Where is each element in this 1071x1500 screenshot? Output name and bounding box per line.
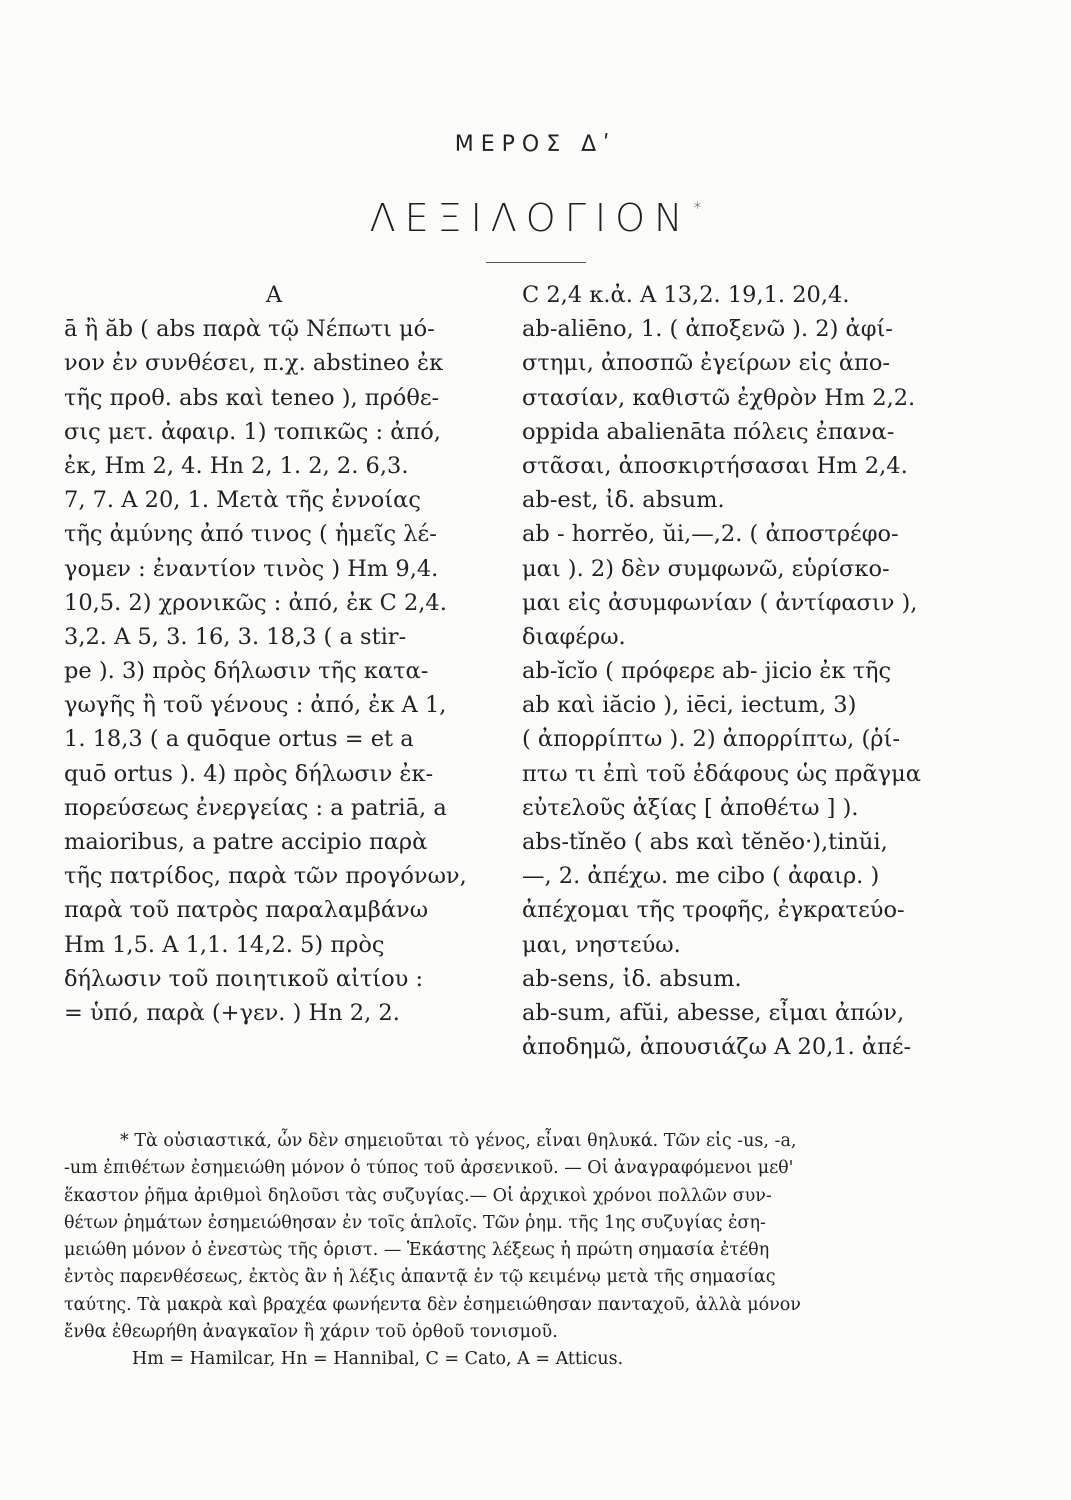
entry-line: maioribus, a patre accipio παρὰ [64,829,428,855]
entry-line: abs-tĭnĕo ( abs καὶ tĕnĕo·),tinŭi, [522,829,888,855]
footnote-line: ἐντὸς παρενθέσεως, ἐκτὸς ἂν ἡ λέξις ἀπαντᾷ ἐν τῷ κειμένῳ μετὰ τῆς σημασίας [64,1267,776,1288]
entry-line: ab-aliēno, 1. ( ἀποξενῶ ). 2) ἀφί- [522,316,893,343]
footnote-line: ταύτης. Τὰ μακρὰ καὶ βραχέα φωνήεντα δὲν ἐσημειώθησαν πανταχοῦ, ἀλλὰ μόνον [64,1294,801,1315]
entry-line: στᾶσαι, ἀποσκιρτήσασαι Hm 2,4. [522,452,908,479]
entry-line: πτω τι ἐπὶ τοῦ ἐδάφους ὡς πρᾶγμα [522,760,921,787]
entry-line: διαφέρω. [522,623,626,650]
left-column [64,278,492,1030]
entry-line: νον ἐν συνθέσει, π.χ. abstineo ἐκ [64,350,444,377]
footnote-line: μειώθη μόνον ὁ ἐνεστὼς τῆς ὁριστ. — Ἑκάστης λέξεως ἡ πρώτη σημασία ἐτέθη [64,1240,770,1261]
entry-line: 10,5. 2) χρονικῶς : ἀπό, ἐκ C 2,4. [64,589,447,616]
entry-line: ab - horrĕo, ŭi,—,2. ( ἀποστρέφο- [522,521,899,548]
entry-line: C 2,4 κ.ἀ. A 13,2. 19,1. 20,4. [522,282,850,308]
entry-line: ἀποδημῶ, ἀπουσιάζω A 20,1. ἀπέ- [522,1034,912,1061]
entry-line: πορεύσεως ἐνεργείας : a patriā, a [64,794,447,821]
entry-line: εὐτελοῦς ἀξίας [ ἀποθέτω ] ). [522,794,859,821]
abbreviations-legend: Hm = Hamilcar, Hn = Hannibal, C = Cato, A = Atticus. [132,1349,624,1370]
part-heading: ΜΕΡΟΣ Δʹ [454,132,617,157]
entry-line: 7, 7. A 20, 1. Μετὰ τῆς ἐννοίας [64,487,421,514]
entry-line: τῆς προθ. abs καὶ teneo ), πρόθε- [64,384,440,411]
footnote-line: * Τὰ οὐσιαστικά, ὧν δὲν σημειοῦται τὸ γένος, εἶναι θηλυκά. Τῶν εἰς -us, -a, [120,1131,797,1151]
footnote-line: ἔνθα ἐθεωρήθη ἀναγκαῖον ἢ χάριν τοῦ ὀρθοῦ τονισμοῦ. [64,1322,558,1343]
entry-line: 1. 18,3 ( a quōque ortus = et a [64,726,414,753]
entry-line: δήλωσιν τοῦ ποιητικοῦ αἰτίου : [64,965,424,992]
entry-line: ab καὶ iăcio ), iēci, iectum, 3) [522,692,857,719]
entry-line: παρὰ τοῦ πατρὸς παραλαμβάνω [64,897,429,924]
footnote [64,1128,964,1374]
entry-line: ab-ĭcĭo ( πρόφερε ab- jicio ἐκ τῆς [522,658,892,685]
entry-line: γομεν : ἐναντίον τινὸς ) Hm 9,4. [64,555,439,582]
entry-line: oppida abalienāta πόλεις ἐπανα- [522,418,895,445]
entry-line: μαι ). 2) δὲν συμφωνῶ, εὑρίσκο- [522,555,890,582]
entry-line: ( ἀπορρίπτω ). 2) ἀπορρίπτω, (ῥί- [522,726,900,753]
entry-line: ἀπέχομαι τῆς τροφῆς, ἐγκρατεύο- [522,897,905,924]
entry-line: μαι εἰς ἀσυμφωνίαν ( ἀντίφασιν ), [522,589,918,616]
entry-line: ab-sum, afŭi, abesse, εἶμαι ἀπών, [522,999,905,1026]
entry-line: ab-sens, ἰδ. absum. [522,965,742,992]
entry-line: γωγῆς ἢ τοῦ γένους : ἀπό, ἐκ A 1, [64,692,447,719]
entry-line: ἐκ, Hm 2, 4. Hn 2, 1. 2, 2. 6,3. [64,452,409,479]
footnote-line: θέτων ῥημάτων ἐσημειώθησαν ἐν τοῖς ἁπλοῖς. Τῶν ῥημ. τῆς 1ης συζυγίας ἐση- [64,1212,766,1233]
entry-line: ab-est, ἰδ. absum. [522,487,725,514]
section-letter: A [265,282,283,308]
entry-line: σις μετ. ἀφαιρ. 1) τοπικῶς : ἀπό, [64,418,441,445]
right-column [522,278,942,1064]
entry-line: quō ortus ). 4) πρὸς δήλωσιν ἐκ- [64,760,434,787]
entry-line: = ὑπό, παρὰ (+γεν. ) Hn 2, 2. [64,999,400,1026]
page-title [0,196,1071,240]
entry-line: Hm 1,5. A 1,1. 14,2. 5) πρὸς [64,931,385,958]
entry-line: —, 2. ἀπέχω. me cibo ( ἀφαιρ. ) [522,863,880,890]
footnote-marker: * [693,198,702,217]
entry-line: ā ἢ ăb ( abs παρὰ τῷ Νέπωτι μό- [64,316,435,343]
title-divider [486,262,586,263]
entry-line: στασίαν, καθιστῶ ἐχθρὸν Hm 2,2. [522,384,916,411]
entry-line: στημι, ἀποσπῶ ἐγείρων εἰς ἀπο- [522,350,890,377]
entry-line: pe ). 3) πρὸς δήλωσιν τῆς κατα- [64,658,429,685]
entry-line: τῆς πατρίδος, παρὰ τῶν προγόνων, [64,863,467,890]
page-title-text: ΛΕΞΙΛΟΓΙΟΝ [369,196,692,240]
footnote-line: ἕκαστον ῥῆμα ἀριθμοὶ δηλοῦσι τὰς συζυγίας.— Οἱ ἀρχικοὶ χρόνοι πολλῶν συν- [64,1185,772,1206]
entry-line: 3,2. A 5, 3. 16, 3. 18,3 ( a stir- [64,623,407,650]
footnote-line: -um ἐπιθέτων ἐσημειώθη μόνον ὁ τύπος τοῦ ἀρσενικοῦ. — Οἱ ἀναγραφόμενοι μεθ' [64,1158,794,1179]
entry-line: τῆς ἀμύνης ἀπό τινος ( ἡμεῖς λέ- [64,521,437,548]
entry-line: μαι, νηστεύω. [522,931,681,958]
